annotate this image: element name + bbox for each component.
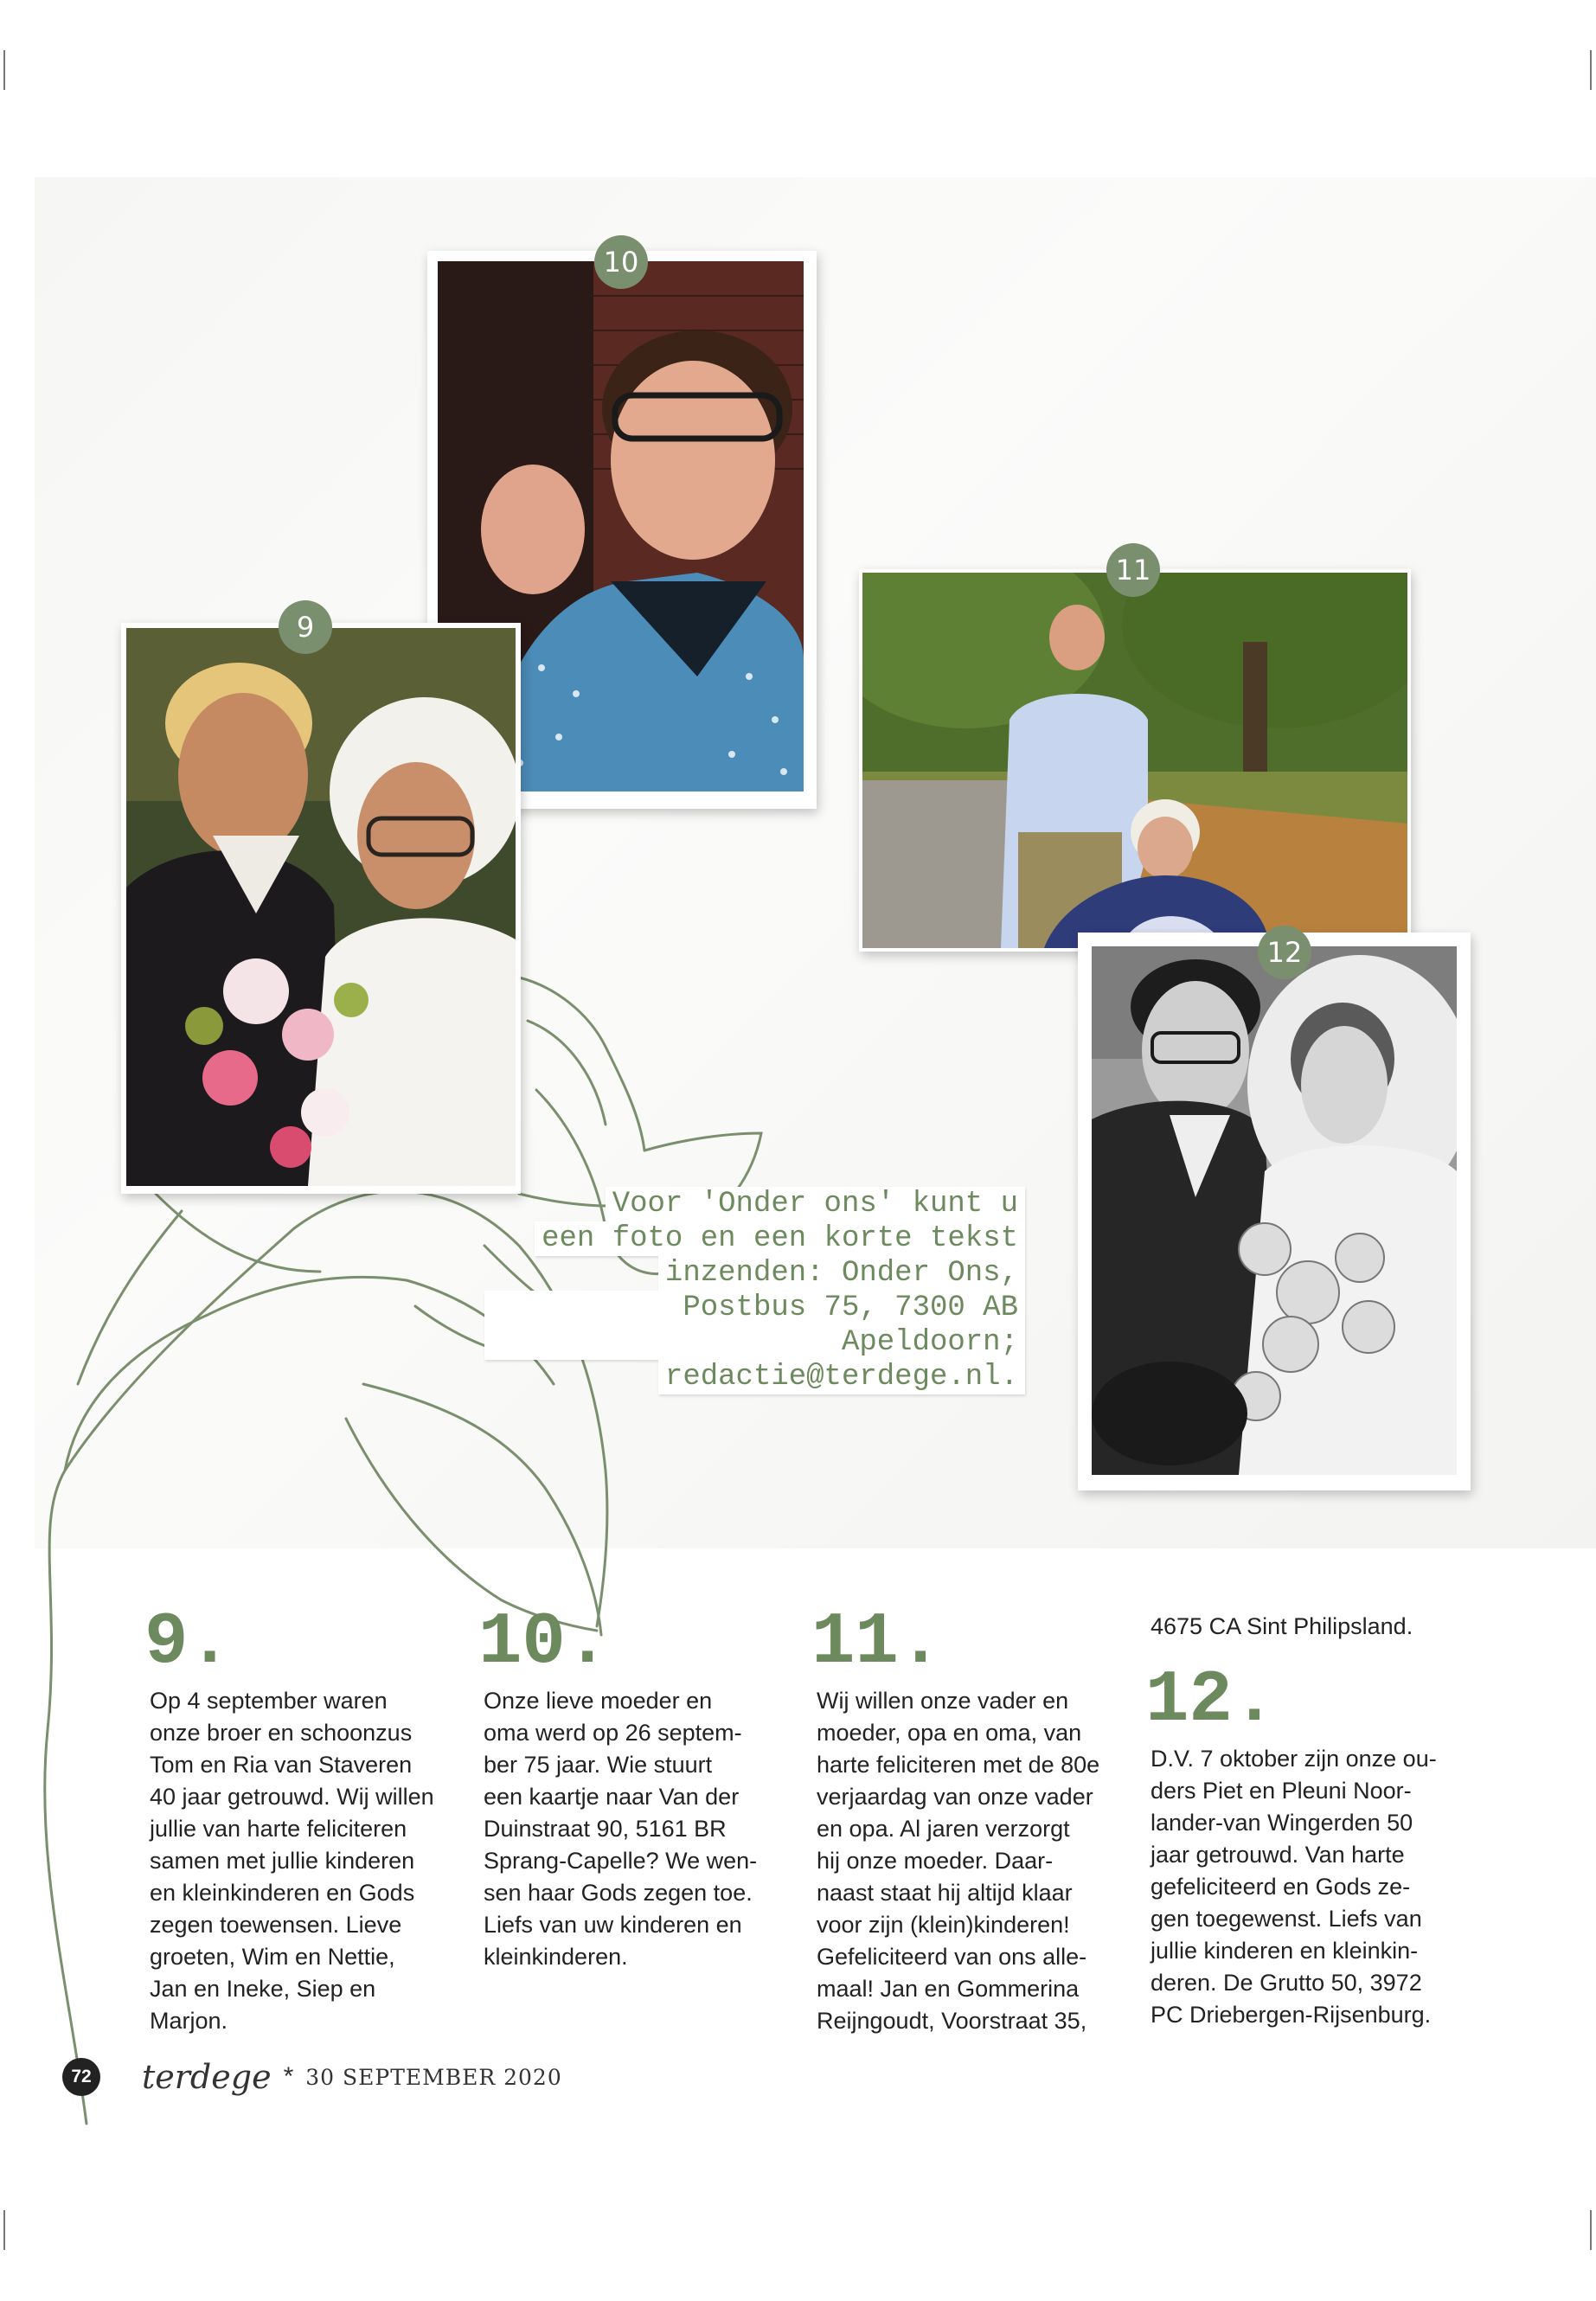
submission-note <box>484 1187 1025 1394</box>
submission-note-line: inzenden: Onder Ons, <box>658 1256 1025 1291</box>
entry-12 <box>1145 1611 1458 2031</box>
submission-note-email: redactie@terdege.nl. <box>658 1360 1025 1394</box>
entry-number: 12. <box>1145 1660 1277 1742</box>
entry-number: 10. <box>478 1602 610 1684</box>
entry-text: D.V. 7 oktober zijn onze ou- ders Piet en Pleuni Noor- lander-van Wingerden 50 jaar getrouwd. Van harte gefeliciteerd en Gods ze- gen toegewenst. Liefs van jullie kinderen en kleinkin- deren. De Grutto 50, 3972 PC Driebergen-Rijsenburg. <box>1151 1746 1437 2028</box>
page-number: 72 <box>62 2058 100 2096</box>
badge-9: 9 <box>279 600 332 654</box>
badge-11: 11 <box>1106 543 1160 597</box>
entry-number: 9. <box>144 1602 232 1684</box>
entry-text: Op 4 september waren onze broer en schoonzus Tom en Ria van Staveren 40 jaar getrouwd. Wij willen jullie van harte feliciteren samen met jullie kinderen en kleinkinderen en Gods zegen toewensen. Lieve groeten, Wim en Nettie, Jan en Ineke, Siep en Marjon. <box>150 1688 434 2034</box>
badge-12: 12 <box>1258 926 1311 979</box>
photo-9-wedding-couple <box>121 623 521 1194</box>
brand-logo: terdege <box>142 2058 272 2096</box>
entry-11 <box>811 1602 1124 2037</box>
entry-text: Onze lieve moeder en oma werd op 26 septem- ber 75 jaar. Wie stuurt een kaartje naar Van der Duinstraat 90, 5161 BR Sprang-Capelle? We wen- sen haar Gods zegen toe. Liefs van uw kinderen en kleinkinderen. <box>484 1688 758 1970</box>
entry-text: Wij willen onze vader en moeder, opa en oma, van harte feliciteren met de 80e verjaardag van onze vader en opa. Al jaren verzorgt hij onze moeder. Daar- naast staat hij altijd klaar voor zijn (klein)kinderen! Gefeliciteerd van ons alle- maal! Jan en Gommerina Reijngoudt, Voorstraat 35, <box>817 1688 1100 2034</box>
issue-date: 30 SEPTEMBER 2020 <box>305 2064 562 2090</box>
photo-11-couple-outdoors <box>859 569 1411 952</box>
submission-note-line: Voor 'Onder ons' kunt u <box>606 1187 1025 1221</box>
separator-asterisk: * <box>283 2062 294 2091</box>
entry-11-continuation: 4675 CA Sint Philipsland. <box>1151 1613 1413 1639</box>
entry-10 <box>478 1602 791 1973</box>
badge-10: 10 <box>594 235 648 289</box>
entry-number: 11. <box>811 1602 943 1684</box>
submission-note-line: een foto en een korte tekst <box>535 1221 1025 1256</box>
submission-note-line: Postbus 75, 7300 AB Apeldoorn; <box>484 1291 1025 1360</box>
photo-12-wedding-couple-bw <box>1078 933 1471 1490</box>
page-footer <box>62 2057 562 2097</box>
entry-9 <box>144 1602 457 2037</box>
